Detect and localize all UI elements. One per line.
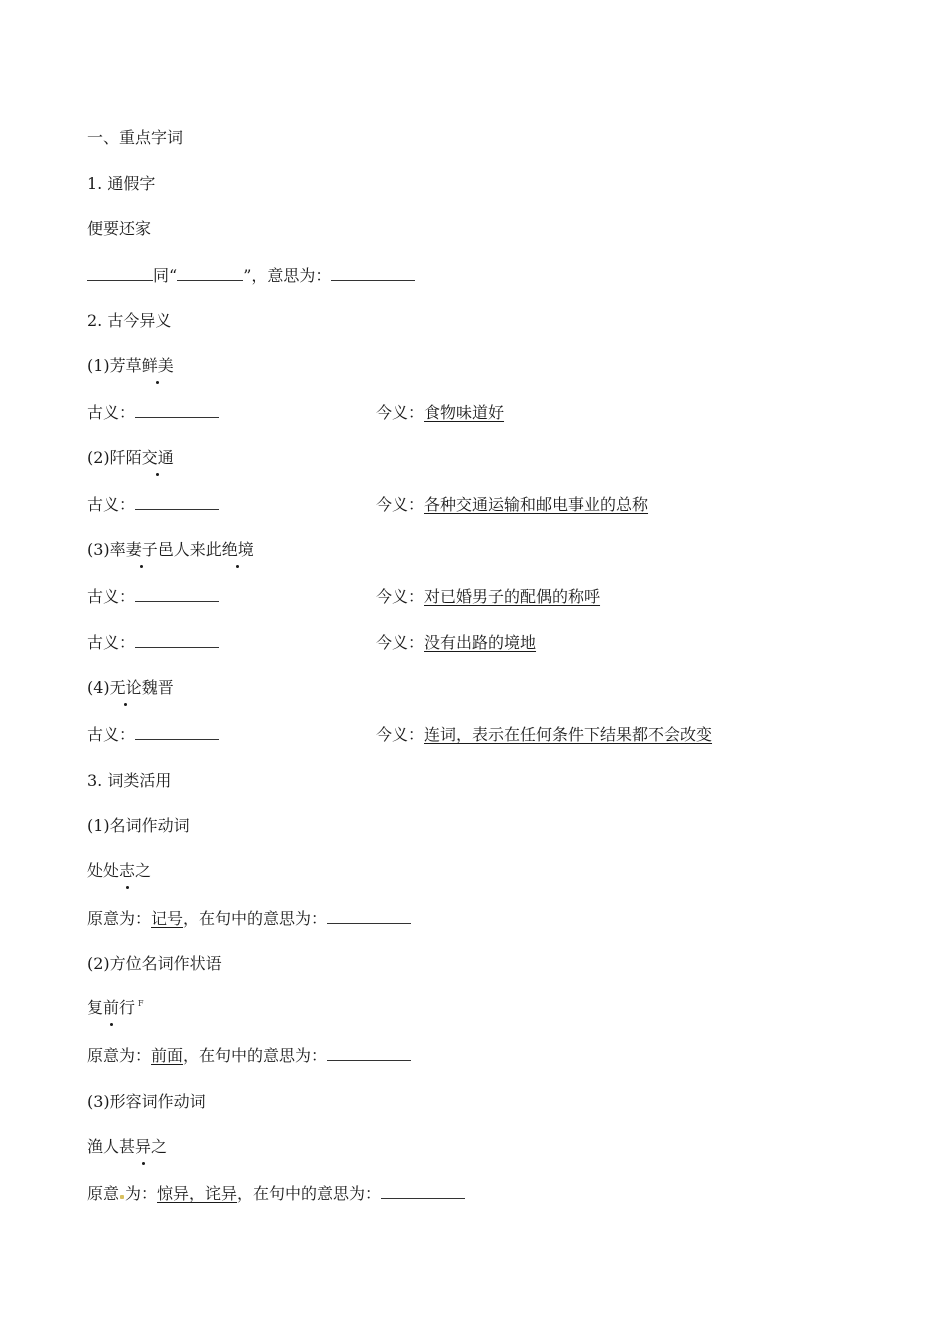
stray-mark: F [138,999,144,1008]
answer-blank[interactable] [135,633,219,648]
sub-label: (3)形容词作动词 [87,1092,206,1111]
emphasis-dot-word: 绝境 [221,540,254,559]
example-sentence: 处处志之 [87,861,152,880]
answer-blank[interactable] [327,1046,411,1061]
answer-blank[interactable] [327,909,411,924]
modern-meaning: 连词，表示在任何条件下结果都不会改变 [424,725,713,744]
answer-blank[interactable] [381,1184,465,1199]
fill-blank-line: 同“ ”，意思为： [87,265,415,287]
answer-blank[interactable] [135,587,219,602]
example-sentence: 复前行 $^F$ [87,998,144,1017]
example-sentence: (3)率妻子邑人来此绝境 [87,540,254,559]
sub-label: (1)名词作动词 [87,816,190,835]
example-sentence: 渔人甚异之 [87,1137,168,1156]
section-heading: 一、重点字词 [87,128,184,147]
answer-blank[interactable] [87,266,153,281]
answer-blank[interactable] [135,725,219,740]
emphasis-dot-word: 交通 [141,448,174,467]
modern-meaning: 对已婚男子的配偶的称呼 [424,587,601,606]
original-meaning: 前面 [151,1046,184,1065]
original-meaning: 记号 [151,909,184,928]
example-sentence: (2)阡陌交通 [87,448,174,467]
sub-label: (2)方位名词作状语 [87,954,222,973]
subsection-title: 1. 通假字 [87,174,156,193]
example-sentence: (1)芳草鲜美 [87,356,174,375]
modern-meaning: 没有出路的境地 [424,633,537,652]
highlight-mark [120,1195,124,1199]
meaning-row: 古义： 今义：连词，表示在任何条件下结果都不会改变 [87,725,713,744]
example-sentence: (4)无论魏晋 [87,678,174,697]
meaning-row: 原意 为：惊异，诧异，在句中的意思为： [87,1183,465,1205]
emphasis-dot-word: 无论 [109,678,142,697]
meaning-row: 古义： 今义：食物味道好 [87,403,505,422]
emphasis-dot-word: 前 [103,998,120,1017]
emphasis-dot-word: 妻子 [125,540,158,559]
emphasis-dot-word: 异 [135,1137,152,1156]
example-sentence: 便要还家 [87,219,152,238]
meaning-row: 古义： 今义：没有出路的境地 [87,633,537,652]
meaning-row: 原意为：记号，在句中的意思为： [87,908,411,930]
meaning-row: 原意为：前面，在句中的意思为： [87,1045,411,1067]
answer-blank[interactable] [177,266,243,281]
subsection-title: 2. 古今异义 [87,311,172,330]
meaning-row: 古义： 今义：对已婚男子的配偶的称呼 [87,587,601,606]
subsection-title: 3. 词类活用 [87,771,172,790]
emphasis-dot-word: 鲜美 [141,356,174,375]
emphasis-dot-word: 志 [119,861,136,880]
modern-meaning: 各种交通运输和邮电事业的总称 [424,495,649,514]
modern-meaning: 食物味道好 [424,403,505,422]
answer-blank[interactable] [331,266,415,281]
meaning-row: 古义： 今义：各种交通运输和邮电事业的总称 [87,495,649,514]
answer-blank[interactable] [135,495,219,510]
answer-blank[interactable] [135,403,219,418]
original-meaning: 惊异，诧异 [157,1184,238,1203]
